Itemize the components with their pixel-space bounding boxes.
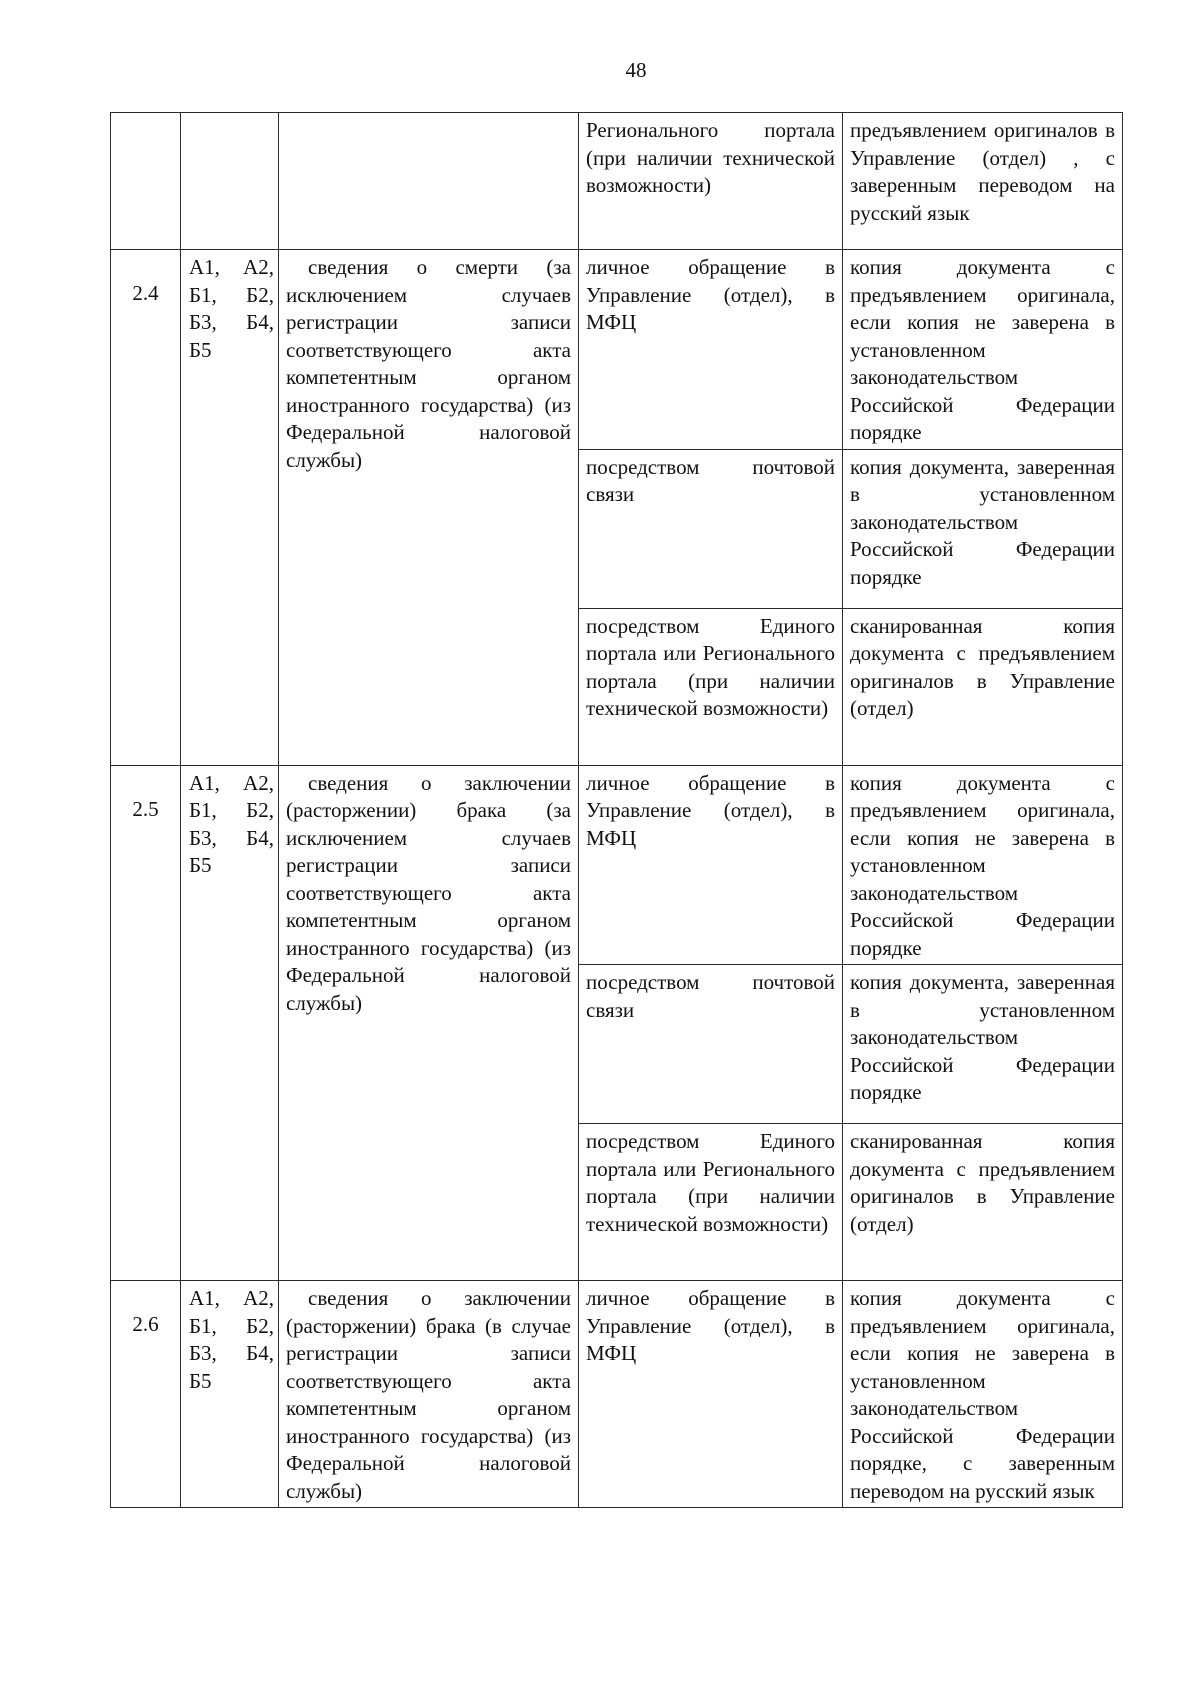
page-number: 48 (625, 58, 647, 82)
number-cell (111, 113, 181, 250)
table-row-2-5 (111, 765, 1123, 965)
applicant-codes: А1, А2, Б1, Б2, Б3, Б4, Б5 (181, 250, 279, 766)
requirement-cell: копия документа с предъявлением оригинала, если копия не заверена в установленном законодательством Российской Федерации порядке (843, 250, 1123, 450)
info-cell (279, 113, 579, 250)
info-description: сведения о заключении (расторжении) брака (в случае регистрации записи соответствующего акта компетентным органом иностранного государства) (из Федеральной налоговой службы) (279, 1281, 579, 1508)
requirement-cell: копия документа с предъявлением оригинала, если копия не заверена в установленном законодательством Российской Федерации порядке (843, 765, 1123, 965)
requirement-cell: сканированная копия документа с предъявлением оригиналов в Управление (отдел) (843, 1124, 1123, 1281)
table-row-2-4 (111, 250, 1123, 450)
method-cell: посредством Единого портала или Регионального портала (при наличии технической возможности) (579, 608, 843, 765)
documents-table (110, 112, 1123, 1508)
method-cell: личное обращение в Управление (отдел), в МФЦ (579, 1281, 843, 1508)
codes-cell (181, 113, 279, 250)
table-row-2-6 (111, 1281, 1123, 1508)
requirement-cell: копия документа, заверенная в установленном законодательством Российской Федерации порядке (843, 965, 1123, 1124)
row-number: 2.4 (111, 250, 181, 766)
method-cell: личное обращение в Управление (отдел), в МФЦ (579, 765, 843, 965)
info-description: сведения о смерти (за исключением случаев регистрации записи соответствующего акта компетентным органом иностранного государства) (из Федеральной налоговой службы) (279, 250, 579, 766)
method-cell: личное обращение в Управление (отдел), в МФЦ (579, 250, 843, 450)
requirement-cell: копия документа с предъявлением оригинала, если копия не заверена в установленном законодательством Российской Федерации порядке, с заверенным переводом на русский язык (843, 1281, 1123, 1508)
applicant-codes: А1, А2, Б1, Б2, Б3, Б4, Б5 (181, 765, 279, 1281)
method-cell: Регионального портала (при наличии технической возможности) (579, 113, 843, 250)
requirement-cell: предъявлением оригиналов в Управление (отдел) , с заверенным переводом на русский язык (843, 113, 1123, 250)
applicant-codes: А1, А2, Б1, Б2, Б3, Б4, Б5 (181, 1281, 279, 1508)
method-cell: посредством почтовой связи (579, 449, 843, 608)
row-number: 2.6 (111, 1281, 181, 1508)
row-number: 2.5 (111, 765, 181, 1281)
method-cell: посредством Единого портала или Регионального портала (при наличии технической возможности) (579, 1124, 843, 1281)
requirement-cell: сканированная копия документа с предъявлением оригиналов в Управление (отдел) (843, 608, 1123, 765)
info-description: сведения о заключении (расторжении) брака (за исключением случаев регистрации записи соответствующего акта компетентным органом иностранного государства) (из Федеральной налоговой службы) (279, 765, 579, 1281)
table-row-continuation (111, 113, 1123, 250)
requirement-cell: копия документа, заверенная в установленном законодательством Российской Федерации порядке (843, 449, 1123, 608)
method-cell: посредством почтовой связи (579, 965, 843, 1124)
